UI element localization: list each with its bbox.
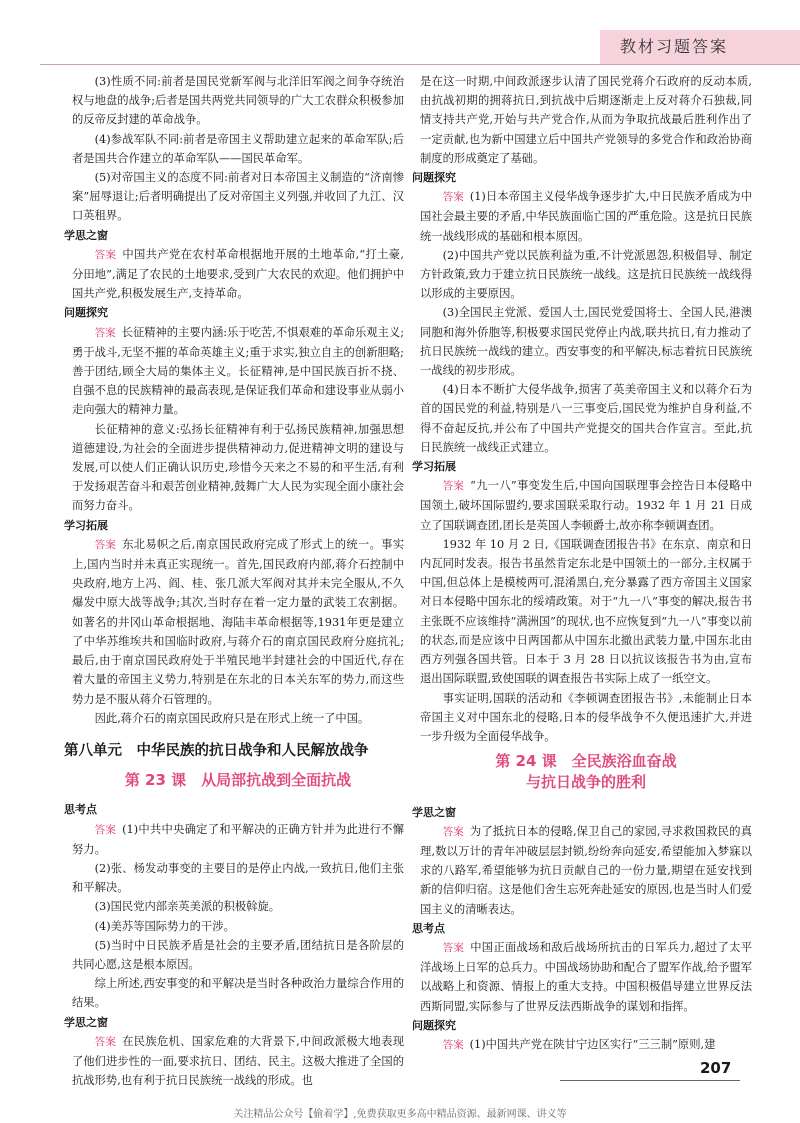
unit-title: 第八单元 中华民族的抗日战争和人民解放战争 xyxy=(64,742,369,759)
answer-label: 答案 xyxy=(442,480,465,493)
answer-label: 答案 xyxy=(94,823,117,836)
paragraph: 综上所述,西安事变的和平解决是当时各种政治力量综合作用的结果。 xyxy=(72,977,404,1010)
left-column xyxy=(64,72,405,1090)
right-column xyxy=(412,72,753,1055)
lesson-subtitle: 与抗日战争的胜利 xyxy=(525,773,646,792)
page-number-rule xyxy=(560,1080,740,1081)
list-item: (5)当时中日民族矛盾是社会的主要矛盾,团结抗日是各阶层的共同心愿,这是根本原因。 xyxy=(72,938,404,971)
paragraph: (4)参战军队不同:前者是帝国主义帮助建立起来的革命军队;后者是国共合作建立的革命军队——国民革命军。 xyxy=(72,132,404,165)
answer-label: 答案 xyxy=(94,1035,117,1048)
answer-text: 为了抵抗日本的侵略,保卫自己的家园,寻求救国救民的真理,数以万计的青年冲破层层封锁,纷纷奔向延安,希望能加入梦寐以求的八路军,希望能够为抗日贡献自己的一份力量,期望在延安找到新的信仰归宿。这是他们舍生忘死奔赴延安的原因,也是当时人们爱国主义的清晰表达。 xyxy=(420,824,753,916)
lesson-title: 第 24 课 全民族浴血奋战 xyxy=(495,752,677,771)
paragraph: (4)日本不断扩大侵华战争,损害了英美帝国主义和以蒋介石为首的国民党的利益,特别是八一三事变后,国民党为维护自身利益,不得不奋起反抗,并公布了中国共产党提交的国共合作宣言。至此,抗日民族统一战线正式建立。 xyxy=(420,383,752,454)
list-item: (2)张、杨发动事变的主要目的是停止内战,一致抗日,他们主张和平解决。 xyxy=(72,861,404,895)
section-heading: 学习拓展 xyxy=(64,518,108,532)
header-title: 教材习题答案 xyxy=(620,37,729,56)
answer-text: (1)中国共产党在陕甘宁边区实行“三三制”原则,建 xyxy=(469,1037,716,1051)
list-item: (3)国民党内部亲英美派的积极斡旋。 xyxy=(94,900,281,914)
answer-label: 答案 xyxy=(94,326,116,339)
paragraph: 长征精神的意义:弘扬长征精神有利于弘扬民族精神,加强思想道德建设,为社会的全面进步提供精神动力,促进精神文明的建设与发展,可以使人们正确认识历史,珍惜今天来之不易的和平生活,有利于发扬艰苦奋斗和艰苦创业精神,鼓舞广大人民为实现全面小康社会而努力奋斗。 xyxy=(72,422,404,513)
section-heading: 问题探究 xyxy=(412,171,456,185)
paragraph: 是在这一时期,中间政派逐步认清了国民党蒋介石政府的反动本质,由抗战初期的拥蒋抗日,到抗战中后期逐渐走上反对蒋介石独裁,同情支持共产党,开始与共产党合作,从而为争取抗战最后胜利作出了一定贡献,也为新中国建立后中国共产党领导的多党合作和政治协商制度的形成奠定了基础。 xyxy=(420,75,752,165)
section-heading: 思考点 xyxy=(412,921,445,935)
answer-text: (1)日本帝国主义侵华战争逐步扩大,中日民族矛盾成为中国社会最主要的矛盾,中华民族面临亡国的严重危险。这是抗日民族统一战线形成的基础和根本原因。 xyxy=(420,190,752,243)
answer-label: 答案 xyxy=(94,248,117,261)
section-heading: 学思之窗 xyxy=(64,228,108,242)
answer-label: 答案 xyxy=(442,825,464,838)
answer-label: 答案 xyxy=(442,191,464,204)
answer-label: 答案 xyxy=(442,941,465,954)
footer-note: 关注精品公众号【偷着学】,免费获取更多高中精品资源、最新网课、讲义等 xyxy=(233,1109,567,1120)
answer-text: 中国共产党在农村革命根据地开展的土地革命,“打土豪,分田地”,满足了农民的土地要求,受到广大农民的欢迎。他们拥护中国共产党,积极发展生产,支持革命。 xyxy=(72,247,405,301)
section-heading: 问题探究 xyxy=(412,1018,456,1032)
answer-text: 在民族危机、国家危难的大背景下,中间政派极大地表现了他们进步性的一面,要求抗日、团结、民主。这极大推进了全国的抗战形势,也有利于抗日民族统一战线的形成。也 xyxy=(72,1034,405,1088)
lesson-title: 第 23 课 从局部抗战到全面抗战 xyxy=(124,771,352,790)
paragraph: (3)性质不同:前者是国民党新军阀与北洋旧军阀之间争夺统治权与地盘的战争;后者是国共两党共同领导的广大工农群众积极参加的反帝反封建的革命战争。 xyxy=(72,75,404,127)
paragraph: (3)全国民主党派、爱国人士,国民党爱国将士、全国人民,港澳同胞和海外侨胞等,积极要求国民党停止内战,联共抗日,有力推动了抗日民族统一战线的建立。西安事变的和平解决,标志着抗日民族统一战线的初步形成。 xyxy=(420,306,752,378)
answer-text: 中国正面战场和敌后战场所抗击的日军兵力,超过了太平洋战场上日军的总兵力。中国战场协助和配合了盟军作战,给予盟军以战略上和资源、情报上的重大支持。中国积极倡导建立世界反法西斯同盟,实际参与了世界反法西斯战争的谋划和指挥。 xyxy=(420,940,753,1013)
answer-text: 长征精神的主要内涵:乐于吃苦,不惧艰难的革命乐观主义;勇于战斗,无坚不摧的革命英雄主义;重于求实,独立自主的创新胆略;善于团结,顾全大局的集体主义。长征精神,是中国民族百折不挠、自强不息的民族精神的最高表现,是保证我们革命和建设事业从弱小走向强大的精神力量。 xyxy=(72,325,404,417)
answer-text: “九一八”事变发生后,中国向国联理事会控告日本侵略中国领土,破坏国际盟约,要求国联采取行动。1932 年 1 月 21 日成立了国联调查团,团长是英国人李顿爵士,故亦称李顿调查团。 xyxy=(420,479,753,532)
answer-text: (1)中共中央确定了和平解决的正确方针并为此进行不懈努力。 xyxy=(72,822,404,856)
section-heading: 问题探究 xyxy=(64,306,108,320)
section-heading: 学思之窗 xyxy=(64,1015,108,1029)
list-item: (4)美苏等国际势力的干涉。 xyxy=(94,919,235,933)
page-number: 207 xyxy=(700,1059,732,1077)
paragraph: 事实证明,国联的活动和《李顿调查团报告书》,未能制止日本帝国主义对中国东北的侵略,日本的侵华战争不久便迅速扩大,并进一步升级为全面侵华战争。 xyxy=(420,691,752,743)
answer-label: 答案 xyxy=(94,538,117,551)
paragraph: 因此,蒋介石的南京国民政府只是在形式上统一了中国。 xyxy=(94,711,370,725)
answer-text: 东北易帜之后,南京国民政府完成了形式上的统一。事实上,国内当时并未真正实现统一。首先,国民政府内部,蒋介石控制中央政府,地方上冯、阎、桂、张几派大军阀对其并未完全服从,不久爆发中原大战等战争;其次,当时存在着一定力量的武装工农割据。如著名的井冈山革命根据地、海陆丰革命根据等,1931年更是建立了中华苏维埃共和国临时政府,与蒋介石的南京国民政府分庭抗礼;最后,由于南京国民政府处于半殖民地半封建社会的中国近代,存在着大量的帝国主义势力,特别是在东北的日本关东军的势力,而这些势力是不服从蒋介石管理的。 xyxy=(72,537,405,706)
paragraph: (2)中国共产党以民族利益为重,不计党派恩怨,积极倡导、制定方针政策,致力于建立抗日民族统一战线。这是抗日民族统一战线得以形成的主要原因。 xyxy=(420,248,752,301)
paragraph: (5)对帝国主义的态度不同:前者对日本帝国主义制造的“济南惨案”屈辱退让;后者明确提出了反对帝国主义列强,并收回了九江、汉口英租界。 xyxy=(72,171,404,223)
section-heading: 学思之窗 xyxy=(412,805,456,819)
paragraph: 1932 年 10 月 2 日,《国联调查团报告书》在东京、南京和日内瓦同时发表。报告书虽然肯定东北是中国领土的一部分,主权属于中国,但总体上是模棱两可,混淆黑白,充分暴露了西方帝国主义国家对日本侵略中国东北的绥靖政策。对于“九一八”事变的解决,报告书主张既不应该维持“满洲国”的现状,也不应恢复到“九一八”事变以前的状态,而是应该中日两国都从中国东北撤出武装力量,中国东北由西方列强各国共管。日本于 3 月 28 日以抗议该报告书为由,宣布退出国际联盟,致使国联的调查报告书实际上成了一纸空文。 xyxy=(420,537,752,686)
section-heading: 学习拓展 xyxy=(412,460,456,474)
answer-label: 答案 xyxy=(442,1038,464,1051)
section-heading: 思考点 xyxy=(64,803,97,817)
header-divider xyxy=(40,64,800,65)
